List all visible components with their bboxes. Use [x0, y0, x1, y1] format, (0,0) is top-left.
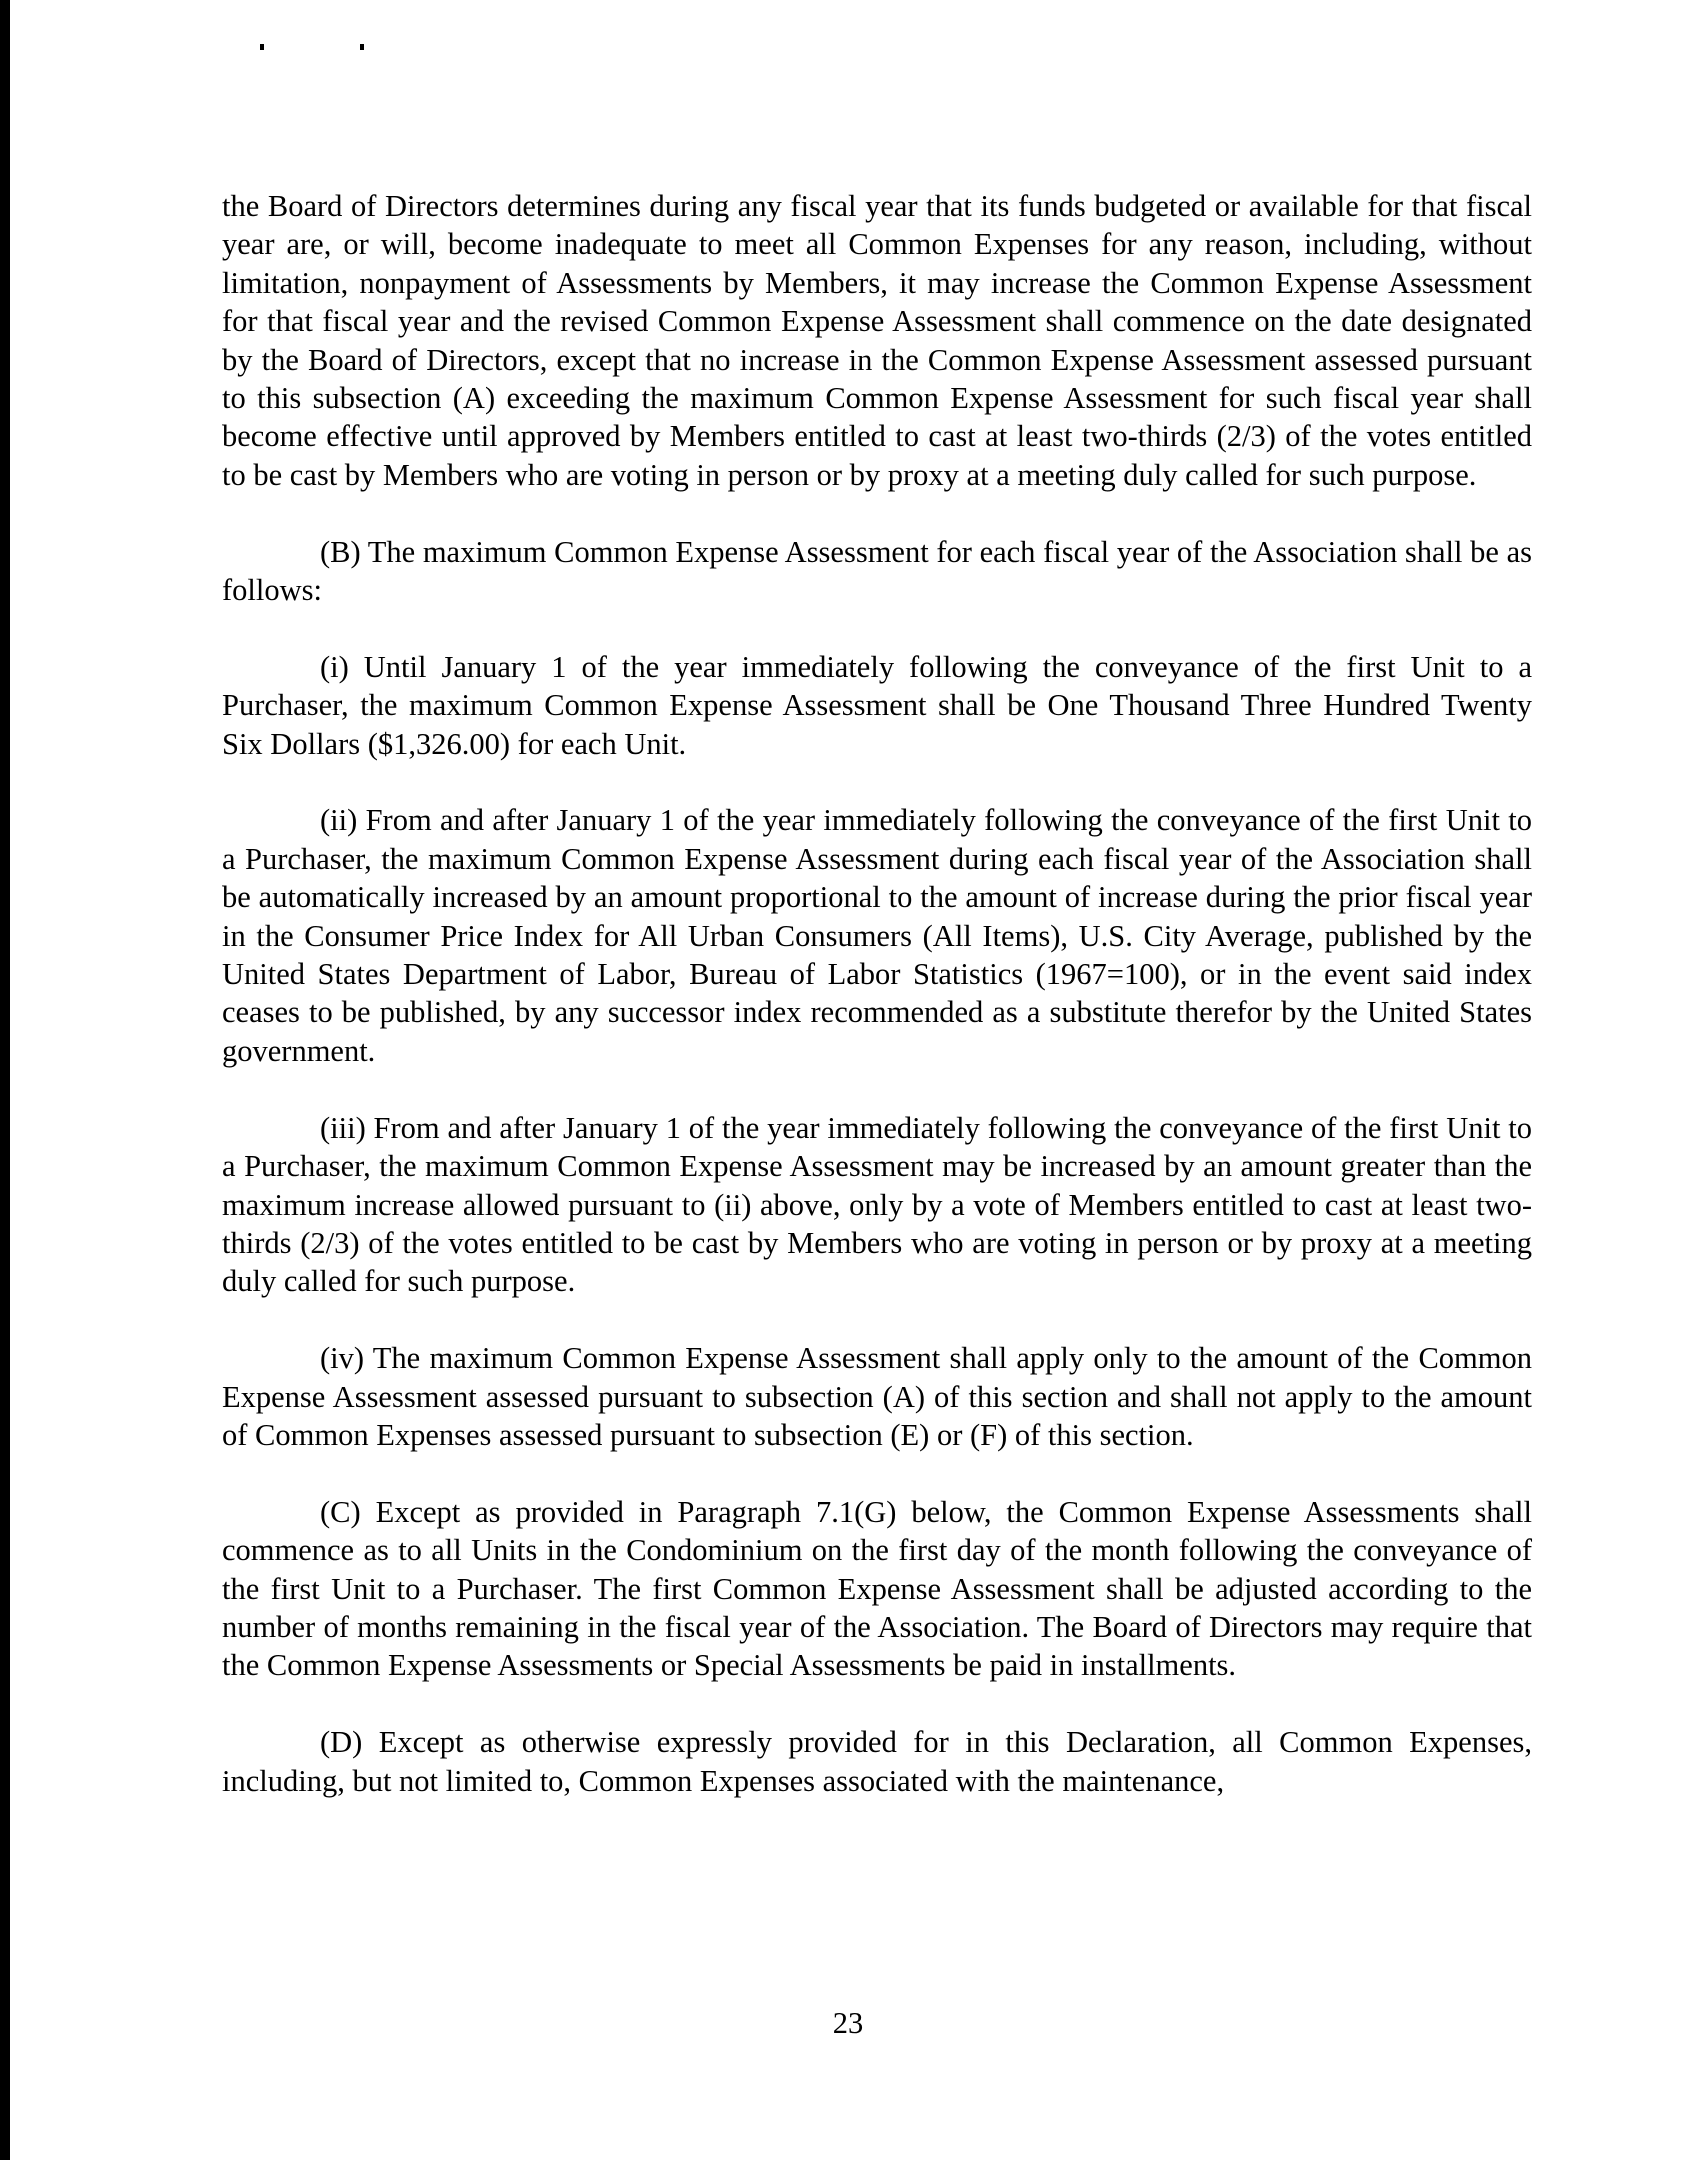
paragraph-continuation: the Board of Directors determines during any fiscal year that its funds budgeted or available for that fiscal year are, or will, become inadequate to meet all Common Expenses for any reason, including, without limitation, nonpayment of Assessments by Members, it may increase the Common Expense Assessment for that fiscal year and the revised Common Expense Assessment shall commence on the date designated by the Board of Directors, except that no increase in the Common Expense Assessment assessed pursuant to this subsection (A) exceeding the maximum Common Expense Assessment for such fiscal year shall become effective until approved by Members entitled to cast at least two-thirds (2/3) of the votes entitled to be cast by Members who are voting in person or by proxy at a meeting duly called for such purpose. [222, 189, 1532, 492]
scan-speck [260, 44, 264, 50]
document-body [222, 187, 1532, 1838]
paragraph-b-iii: (iii) From and after January 1 of the year immediately following the conveyance of the first Unit to a Purchaser, the maximum Common Expense Assessment may be increased by an amount greater than the maximum increase allowed pursuant to (ii) above, only by a vote of Members entitled to cast at least two-thirds (2/3) of the votes entitled to be cast by Members who are voting in person or by proxy at a meeting duly called for such purpose. [222, 1110, 1532, 1299]
scan-speck [360, 44, 364, 50]
paragraph-d: (D) Except as otherwise expressly provided for in this Declaration, all Common Expenses, including, but not limited to, Common Expenses associated with the maintenance, [222, 1725, 1532, 1798]
paragraph-b-i: (i) Until January 1 of the year immediately following the conveyance of the first Unit to a Purchaser, the maximum Common Expense Assessment shall be One Thousand Three Hundred Twenty Six Dollars ($1,326.00) for each Unit. [222, 649, 1532, 761]
paragraph-c: (C) Except as provided in Paragraph 7.1(G) below, the Common Expense Assessments shall commence as to all Units in the Condominium on the first day of the month following the conveyance of the first Unit to a Purchaser. The first Common Expense Assessment shall be adjusted according to the number of months remaining in the fiscal year of the Association. The Board of Directors may require that the Common Expense Assessments or Special Assessments be paid in installments. [222, 1494, 1532, 1683]
paragraph-b-iv: (iv) The maximum Common Expense Assessment shall apply only to the amount of the Common Expense Assessment assessed pursuant to subsection (A) of this section and shall not apply to the amount of Common Expenses assessed pursuant to subsection (E) or (F) of this section. [222, 1341, 1532, 1452]
paragraph-b: (B) The maximum Common Expense Assessment for each fiscal year of the Association shall be as follows: [222, 534, 1532, 608]
page-number: 23 [832, 2006, 864, 2040]
paragraph-b-ii: (ii) From and after January 1 of the year immediately following the conveyance of the first Unit to a Purchaser, the maximum Common Expense Assessment during each fiscal year of the Association shall be automatically increased by an amount proportional to the amount of increase during the prior fiscal year in the Consumer Price Index for All Urban Consumers (All Items), U.S. City Average, published by the United States Department of Labor, Bureau of Labor Statistics (1967=100), or in the event said index ceases to be published, by any successor index recommended as a substitute therefor by the United States government. [222, 803, 1532, 1068]
scan-border [0, 0, 10, 2160]
